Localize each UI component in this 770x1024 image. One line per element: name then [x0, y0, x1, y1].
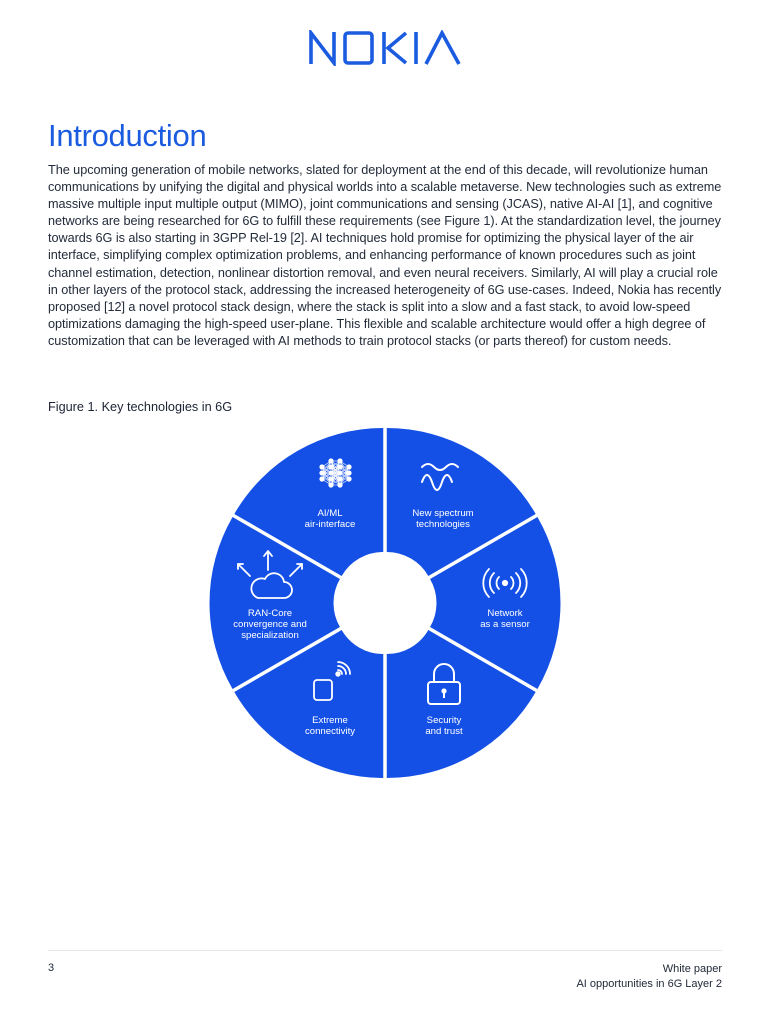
nokia-logo-icon	[308, 30, 462, 66]
nokia-logo	[308, 30, 462, 66]
footer-doc-type: White paper	[662, 963, 722, 975]
segment-label-ran-core: RAN-Core convergence and specialization	[233, 608, 307, 641]
intro-paragraph: The upcoming generation of mobile networks, slated for deployment at the end of this decade, will revolutionize human communications by unifying the digital and physical worlds into a scalable metaverse. New technologies such as extreme massive multiple input multiple output (MIMO), joint communications and sensing (JCAS), native AI-AI [1], and cognitive networks are being researched for 6G to fulfill these requirements (see Figure 1). At the standardization level, the journey towards 6G is also starting in 3GPP Rel-19 [2]. AI techniques hold promise for optimizing the physical layer of the air interface, simplifying complex optimization problems, and enhancing performance of known procedures such as joint channel estimation, detection, nonlinear distortion removal, and even neural receivers. Similarly, AI will play a crucial role in other layers of the protocol stack, addressing the increased heterogeneity of 6G use-cases. Indeed, Nokia has recently proposed [12] a novel protocol stack design, where the stack is split into a slow and a fast stack, to avoid low-speed optimizations damaging the high-speed user-plane. This flexible and scalable architecture would offer a high degree of customization that can be leveraged with AI methods to train protocol stacks (or parts thereof) for custom needs.	[48, 163, 722, 348]
segment-label-network-sensor: Network as a sensor	[480, 608, 530, 630]
section-title: Introduction	[48, 118, 207, 153]
segment-label-new-spectrum: New spectrum technologies	[412, 508, 474, 530]
footer-doc-info	[576, 962, 722, 992]
footer-doc-title: AI opportunities in 6G Layer 2	[576, 978, 722, 990]
page-number: 3	[48, 962, 55, 974]
segment-label-security: Security and trust	[425, 715, 463, 737]
segment-label-ai-ml: AI/ML air-interface	[304, 508, 356, 530]
footer-divider	[48, 950, 722, 951]
segment-label-extreme-connectivity: Extreme connectivity	[304, 715, 356, 737]
figure-caption: Figure 1. Key technologies in 6G	[48, 400, 233, 414]
wheel-svg	[210, 428, 560, 778]
technologies-wheel	[210, 428, 560, 778]
